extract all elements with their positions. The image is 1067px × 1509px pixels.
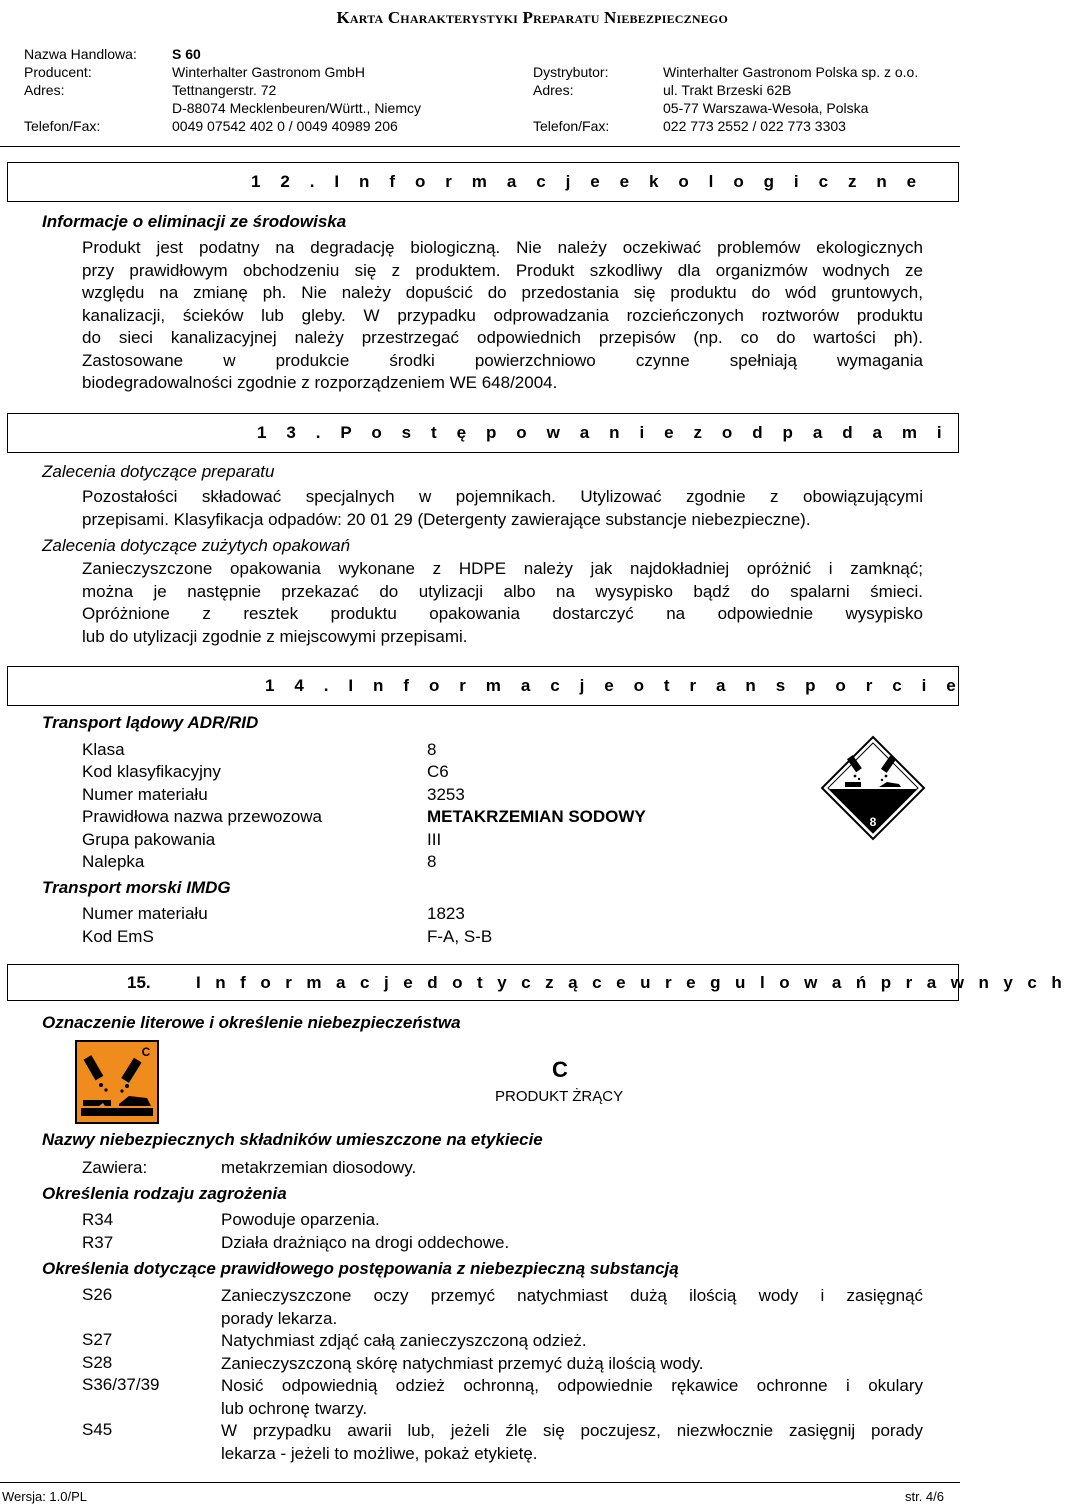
safety-code-s26: S26 [82,1285,113,1304]
adr-label-packing-group: Grupa pakowania [82,830,216,849]
hazard-letter: C [552,1057,568,1082]
dist-phone-label: Telefon/Fax: [533,118,610,134]
text-line: Zanieczyszczone opakowania wykonane z HDPE należy jak najdokładniej opróżnić i zamknąć; [82,559,923,578]
ingredients-heading: Nazwy niebezpiecznych składników umieszczone na etykiecie [42,1130,543,1149]
document-title: Karta Charakterystyki Preparatu Niebezpiecznego [336,8,728,27]
address-label: Adres: [24,82,65,98]
section-13-header [7,413,959,453]
imdg-label-material-number: Numer materiału [82,904,208,923]
corrosive-hazard-icon [75,1040,159,1124]
adr-value-class: 8 [427,740,437,759]
contains-label: Zawiera: [82,1158,148,1177]
risk-code-r37: R37 [82,1233,114,1252]
producer-label: Producent: [24,64,92,80]
text-line: przepisami. Klasyfikacja odpadów: 20 01 29 (Detergenty zawierające substancje niebezpieczne). [82,509,811,529]
text-line: Opróżnione z resztek produktu opakowania dostarczyć na odpowiednie wysypisko [82,604,923,623]
adr-value-material-number: 3253 [427,785,465,804]
section-14-title: 1 4 . I n f o r m a c j e o t r a n s p o r c i e [265,676,964,695]
section-12-subheading: Informacje o eliminacji ze środowiska [42,212,347,231]
text-line: Zastosowane w produkcie środki powierzchniowo czynne spełniają wymagania [82,350,923,370]
text-line: Zanieczyszczoną skórę natychmiast przemyć dużą ilością wody. [221,1354,704,1373]
dist-phone-value: 022 773 2552 / 022 773 3303 [663,118,846,134]
producer-value: Winterhalter Gastronom GmbH [172,64,365,80]
imdg-label-ems-code: Kod EmS [82,927,154,946]
section-13-subheading-packaging: Zalecenia dotyczące zużytych opakowań [42,536,351,555]
safety-text-s28 [221,1353,923,1376]
section-15-title: I n f o r m a c j e d o t y c z ą c e u r e g u l o w a ń p r a w n y c h [196,973,1067,992]
section-12-header [7,162,959,202]
risk-code-r34: R34 [82,1210,114,1229]
text-line: można je następnie przekazać do utylizacji albo na wysypisko bądź do spalarni śmieci. [82,581,923,601]
text-line: kanalizacji, ścieków lub gleby. W przypadku odprowadzania rozcieńczonych roztworów produktu [82,305,923,325]
corrosive-class-8-label-icon [821,736,925,840]
risk-text-r37: Działa drażniąco na drogi oddechowe. [221,1233,510,1252]
safety-code-s45: S45 [82,1420,113,1439]
text-line: Pozostałości składować specjalnych w pojemnikach. Utylizować zgodnie z obowiązującymi [82,487,923,506]
imdg-value-ems-code: F-A, S-B [427,927,493,946]
footer-page-number: str. 4/6 [904,1489,944,1504]
adr-label-material-number: Numer materiału [82,785,208,804]
imdg-heading: Transport morski IMDG [42,878,231,897]
text-line: przy prawidłowym obchodzeniu się z produktem. Produkt szkodliwy dla organizmów wodnych ze [82,260,923,280]
adr-value-packing-group: III [427,830,442,849]
distributor-label: Dystrybutor: [533,64,609,80]
label-class-number: 8 [869,815,877,829]
contains-value: metakrzemian diosodowy. [221,1158,417,1177]
text-line: W przypadku awarii lub, jeżeli źle się poczujesz, niezwłocznie zasięgnij porady [221,1421,923,1440]
text-line: lekarza - jeżeli to możliwe, pokaż etykietę. [221,1443,538,1463]
section-14-header [7,666,964,706]
safety-text-s45 [221,1420,923,1465]
risk-heading: Określenia rodzaju zagrożenia [42,1184,287,1203]
safety-heading: Określenia dotyczące prawidłowego postępowania z niebezpieczną substancją [42,1259,679,1278]
imdg-value-material-number: 1823 [427,904,465,923]
safety-text-s36-37-39 [221,1375,923,1420]
text-line: lub do utylizacji zgodnie z miejscowymi przepisami. [82,626,468,646]
hazard-name: PRODUKT ŻRĄCY [495,1088,624,1105]
text-line: względu na zmianę ph. Nie należy dopuścić do przedostania się produktu do wód gruntowych, [82,283,923,302]
adr-label-classification-code: Kod klasyfikacyjny [82,762,221,781]
text-line: do sieci kanalizacyjnej należy przestrzegać odpowiednich przepisów (np. co do wartości ph). [82,328,923,347]
text-line: porady lekarza. [221,1308,338,1328]
dist-address-line1: ul. Trakt Brzeski 62B [663,82,792,98]
footer-divider [0,1482,960,1483]
section-13-subheading-preparation: Zalecenia dotyczące preparatu [42,462,275,481]
section-13-text-packaging [82,558,923,648]
section-12-text [82,237,923,395]
footer-version: Wersja: 1.0/PL [2,1489,88,1504]
section-13-title: 1 3 . P o s t ę p o w a n i e z o d p a d a m i [257,423,950,442]
risk-text-r34: Powoduje oparzenia. [221,1210,380,1229]
hazard-symbol-letter: C [141,1045,151,1059]
safety-code-s36-37-39: S36/37/39 [82,1375,160,1394]
text-line: Zanieczyszczone oczy przemyć natychmiast dużą ilością wody i zasięgnąć [221,1286,923,1305]
text-line: Nosić odpowiednią odzież ochronną, odpowiednie rękawice ochronne i okulary [221,1376,923,1395]
adr-label-shipping-name: Prawidłowa nazwa przewozowa [82,807,323,826]
section-13-text-preparation [82,486,923,531]
text-line: Natychmiast zdjąć całą zanieczyszczoną odzież. [221,1331,587,1350]
safety-code-s28: S28 [82,1353,113,1372]
adr-label-label: Nalepka [82,852,145,871]
trade-name-label: Nazwa Handlowa: [24,46,137,62]
safety-text-s27 [221,1330,923,1353]
section-15-header [7,964,1067,1001]
safety-text-s26 [221,1285,923,1330]
phone-label: Telefon/Fax: [24,118,101,134]
address-line2: D-88074 Mecklenbeuren/Württ., Niemcy [172,100,421,116]
adr-value-shipping-name: METAKRZEMIAN SODOWY [427,807,646,826]
text-line: biodegradowalności zgodnie z rozporządzeniem WE 648/2004. [82,373,558,392]
adr-label-class: Klasa [82,740,125,759]
section-12-title: 1 2 . I n f o r m a c j e e k o l o g i c z n e [251,172,924,191]
adr-value-label: 8 [427,852,437,871]
safety-code-s27: S27 [82,1330,113,1349]
header-divider [0,146,960,147]
adr-heading: Transport lądowy ADR/RID [42,713,259,732]
text-line: lub ochronę twarzy. [221,1398,368,1418]
dist-address-line2: 05-77 Warszawa-Wesoła, Polska [663,100,869,116]
phone-value: 0049 07542 402 0 / 0049 40989 206 [172,118,398,134]
adr-value-classification-code: C6 [427,762,449,781]
text-line: Produkt jest podatny na degradację biologiczną. Nie należy oczekiwać problemów ekologicznych [82,238,923,257]
section-15-number: 15. [127,973,151,992]
dist-address-label: Adres: [533,82,574,98]
distributor-value: Winterhalter Gastronom Polska sp. z o.o. [663,64,919,80]
hazard-heading: Oznaczenie literowe i określenie niebezpieczeństwa [42,1013,461,1032]
address-line1: Tettnangerstr. 72 [172,82,277,98]
trade-name-value: S 60 [172,46,201,62]
